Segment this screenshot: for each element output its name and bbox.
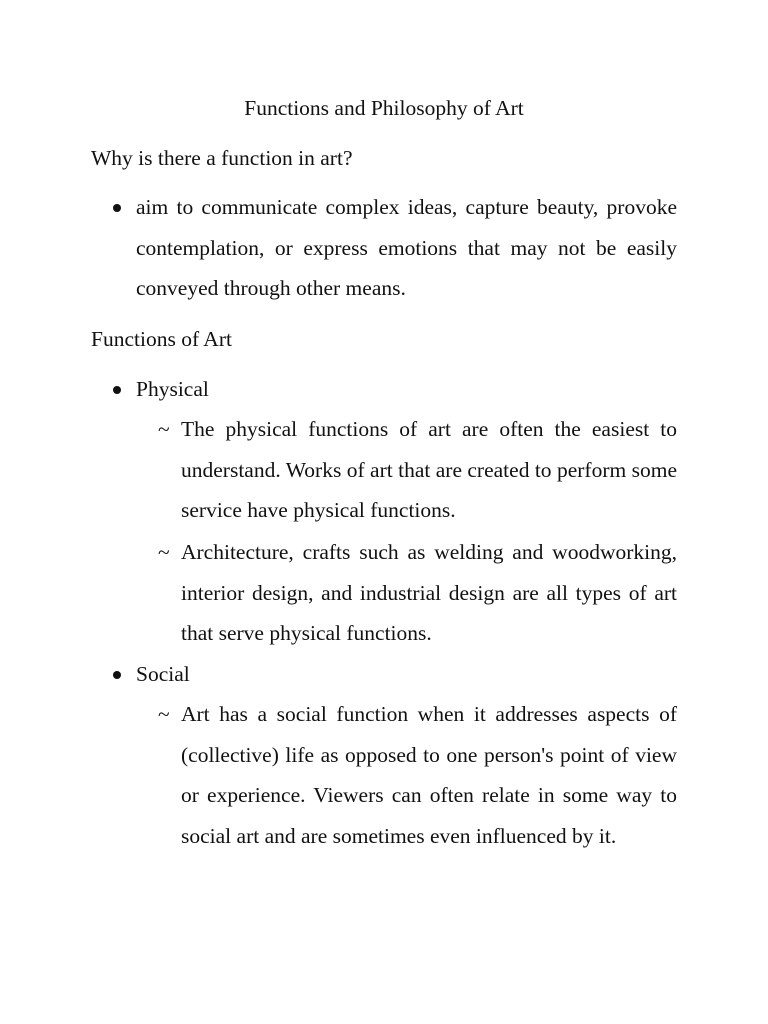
physical-point-1	[158, 409, 677, 531]
functions-heading: Functions of Art	[91, 327, 232, 351]
question-answer-item	[91, 187, 677, 309]
function-label-physical: Physical	[136, 377, 209, 401]
bullet-icon	[113, 671, 121, 679]
physical-point-2-text: Architecture, crafts such as welding and woodworking, interior design, and industrial design are all types of art that serve physical functions.	[181, 540, 677, 645]
tilde-bullet-icon: ~	[158, 540, 170, 564]
question-heading: Why is there a function in art?	[91, 146, 353, 170]
function-label-social: Social	[136, 662, 190, 686]
function-item-social	[91, 660, 190, 688]
social-point-1	[158, 694, 677, 856]
function-item-physical	[91, 375, 209, 403]
physical-point-2	[158, 532, 677, 654]
tilde-bullet-icon: ~	[158, 417, 170, 441]
tilde-bullet-icon: ~	[158, 702, 170, 726]
question-answer-text: aim to communicate complex ideas, capture beauty, provoke contemplation, or express emotions that may not be easily conveyed through other means.	[136, 195, 677, 300]
social-point-1-text: Art has a social function when it addresses aspects of (collective) life as opposed to one person's point of view or experience. Viewers can often relate in some way to social art and are sometimes even influenced by it.	[181, 702, 677, 848]
physical-point-1-text: The physical functions of art are often the easiest to understand. Works of art that are created to perform some service have physical functions.	[181, 417, 677, 522]
bullet-icon	[113, 386, 121, 394]
document-title: Functions and Philosophy of Art	[244, 96, 524, 120]
bullet-icon	[113, 204, 121, 212]
